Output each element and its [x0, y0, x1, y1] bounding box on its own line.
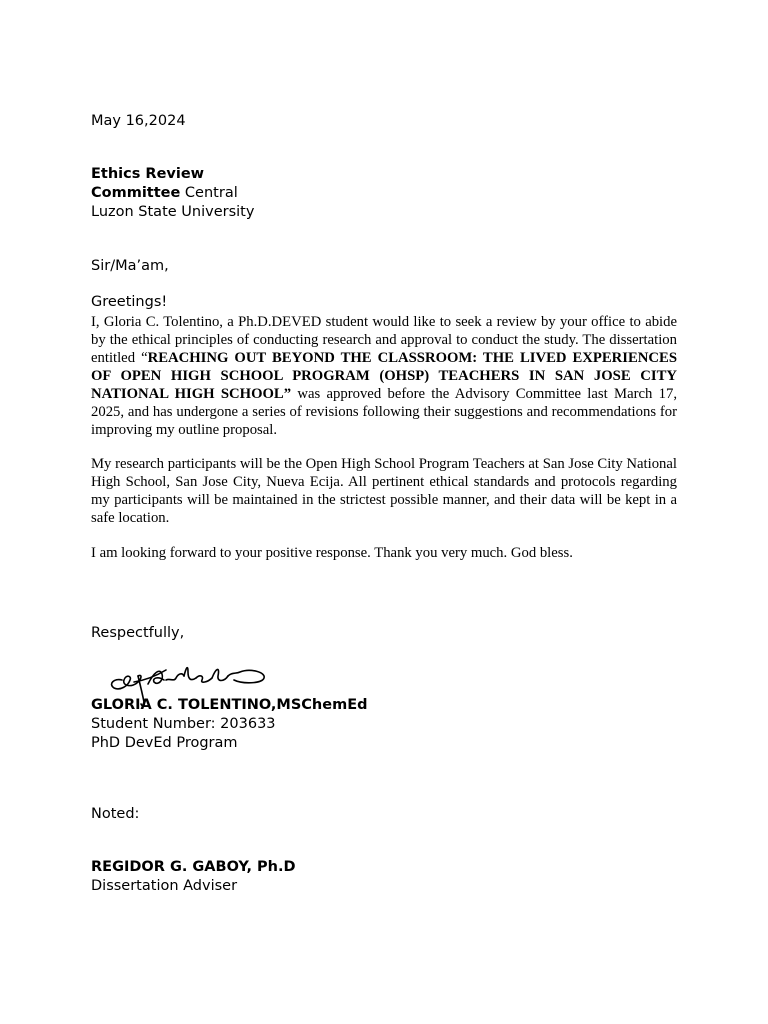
adviser-name: REGIDOR G. GABOY, Ph.D — [91, 859, 296, 875]
signatory-block — [91, 696, 677, 753]
recipient-committee: Committee — [91, 185, 181, 201]
recipient-block — [91, 165, 677, 222]
program-name: PhD DevEd Program — [91, 735, 238, 751]
adviser-title: Dissertation Adviser — [91, 878, 238, 894]
recipient-line-2 — [91, 184, 677, 203]
student-number: Student Number: 203633 — [91, 716, 276, 732]
paragraph-closing-remark: I am looking forward to your positive response. Thank you very much. God bless. — [91, 545, 573, 561]
paragraph-request-intro: I, Gloria C. Tolentino, a Ph.D.DEVED student would like to seek a review by your office to abide by the ethical principles of conducting research and approval to conduct the study. The dissertation entitled “ — [91, 314, 677, 366]
greeting: Greetings! — [91, 294, 168, 310]
salutation: Sir/Ma’am, — [91, 258, 169, 274]
dissertation-title: REACHING OUT BEYOND THE CLASSROOM: THE LIVED EXPERIENCES OF OPEN HIGH SCHOOL PROGRAM (OHSP) TEACHERS IN SAN JOSE CITY NATIONAL HIGH SCHOOL” — [91, 350, 677, 402]
paragraph-request-rest: was approved before the Advisory Committee last March 17, 2025, and has undergone a series of revisions following their suggestions and recommendations for improving my outline proposal. — [91, 386, 678, 438]
letter-date: May 16,2024 — [91, 113, 186, 129]
adviser-block — [91, 858, 677, 896]
signatory-name: GLORIA C. TOLENTINO,MSChemEd — [91, 697, 368, 713]
recipient-central: Central — [180, 185, 238, 201]
recipient-line-3: Luzon State University — [91, 204, 255, 220]
recipient-line-1: Ethics Review — [91, 166, 205, 182]
closing: Respectfully, — [91, 625, 185, 641]
paragraph-participants: My research participants will be the Open High School Program Teachers at San Jose City National High School, San Jose City, Nueva Ecija. All pertinent ethical standards and protocols regarding my participants will be maintained in the strictest possible manner, and their data will be kept in a safe location. — [91, 456, 677, 526]
noted-label: Noted: — [91, 806, 140, 822]
paragraph-request — [91, 313, 677, 439]
